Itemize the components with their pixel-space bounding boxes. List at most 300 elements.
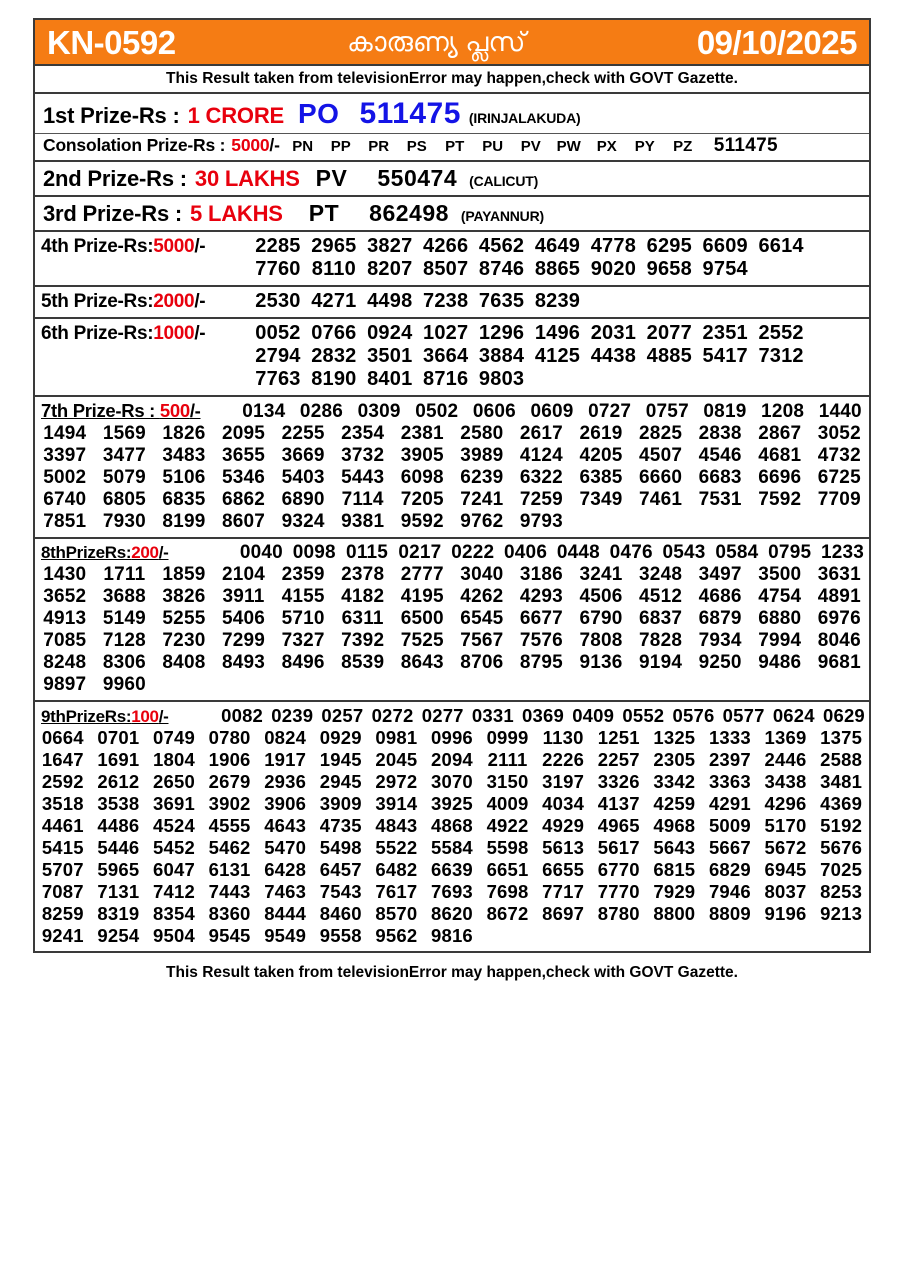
winning-number: 9681 [817,652,861,674]
winning-number: 3538 [97,793,140,815]
prize-block-4th [35,232,869,287]
winning-number: 3438 [764,771,807,793]
empty-cell [758,925,814,947]
winning-number: 2397 [708,749,751,771]
winning-number: 3397 [43,445,87,467]
winning-number: 3989 [460,445,504,467]
winning-number: 0576 [672,705,715,727]
winning-number: 5672 [764,837,807,859]
winning-number: 9241 [41,925,84,947]
winning-number: 7463 [264,881,307,903]
prize-number-row [35,837,869,859]
prize-row-2nd [35,162,869,197]
winning-number: 9658 [646,258,692,281]
winning-number: 5667 [708,837,751,859]
prize-number-row [35,489,869,511]
winning-number: 1804 [153,749,195,771]
winning-number: 8496 [281,652,325,674]
winning-number: 5598 [486,837,529,859]
winning-number: 0369 [522,705,564,727]
winning-number: 6862 [221,489,266,511]
winning-number: 0217 [398,542,442,564]
winning-number: 0277 [421,705,464,727]
winning-number: 7934 [698,630,742,652]
winning-number: 6835 [162,489,206,511]
winning-number: 4009 [486,793,529,815]
prize-6th-amount: 1000 [153,323,195,345]
winning-number: 0824 [264,727,307,749]
winning-number: 5403 [281,467,325,489]
winning-number: 6660 [639,467,683,489]
prize-4th-row [250,235,869,258]
prize-6th-label-pre: 6th Prize-Rs: [41,323,154,345]
winning-number: 7114 [341,489,384,511]
winning-number: 8809 [708,903,751,925]
winning-number: 3186 [519,564,563,586]
winning-number: 7131 [97,881,140,903]
prize-4th-row [250,258,869,281]
winning-number: 2580 [460,423,504,445]
empty-cell [753,258,809,281]
winning-number: 4296 [764,793,807,815]
winning-number: 2552 [758,322,804,345]
prize-6th-row [250,345,869,368]
prize-5th-label-post: /- [194,291,206,313]
winning-number: 2825 [639,423,683,445]
winning-number: 7443 [208,881,251,903]
winning-number: 6829 [708,859,751,881]
winning-number: 8493 [221,652,266,674]
winning-number: 4262 [460,586,504,608]
winning-number: 0664 [41,727,84,749]
winning-number: 6890 [281,489,325,511]
winning-number: 7087 [41,881,84,903]
winning-number: 0040 [239,542,283,564]
winning-number: 4968 [653,815,696,837]
winning-number: 7576 [519,630,563,652]
consolation-amount: 5000 [231,135,270,156]
winning-number: 3342 [653,771,696,793]
draw-date: 09/10/2025 [696,23,857,61]
prize-number-row [35,467,869,489]
winning-number: 0476 [609,542,653,564]
winning-number: 3914 [375,793,418,815]
winning-number: 2832 [311,345,357,368]
winning-number: 0309 [357,401,401,423]
empty-cell [750,511,810,533]
empty-cell [333,674,393,696]
winning-number: 0701 [97,727,140,749]
winning-number: 1296 [478,322,525,345]
empty-cell [214,674,274,696]
prize-number-row [35,652,869,674]
winning-number: 6880 [758,608,802,630]
winning-number: 7851 [43,511,87,533]
winning-number: 1027 [423,322,469,345]
prize-8th-label-pre: 8thPrizeRs: [41,543,132,563]
prize-1st-place: (IRINJALAKUDA) [468,110,581,127]
winning-number: 8239 [534,290,581,313]
winning-number: 8354 [153,903,195,925]
winning-number: 5170 [764,815,807,837]
winning-number: 9562 [375,925,418,947]
consolation-series-list [284,138,702,155]
winning-number: 4182 [341,586,385,608]
winning-number: 9213 [820,903,863,925]
prize-6th-label-post: /- [194,323,206,345]
winning-number: 0331 [471,705,514,727]
winning-number: 9545 [208,925,251,947]
prize-3rd-series: PT [308,200,340,227]
winning-number: 5613 [542,837,585,859]
prize-7th-label-post: /- [189,400,201,422]
winning-number: 6879 [698,608,742,630]
winning-number: 1208 [761,401,805,423]
consolation-series-item: PP [330,138,351,156]
winning-number: 8570 [375,903,418,925]
top-disclaimer: This Result taken from televisionError may happen,check with GOVT Gazette. [35,66,869,94]
winning-number: 3150 [486,771,529,793]
empty-cell [750,674,810,696]
winning-number: 2612 [97,771,140,793]
winning-number: 0924 [367,322,413,345]
winning-number: 0981 [375,727,418,749]
winning-number: 6655 [542,859,585,881]
winning-number: 7770 [597,881,640,903]
winning-number: 3241 [579,564,623,586]
winning-number: 5002 [43,467,87,489]
consolation-series-item: PX [596,138,617,156]
empty-cell [631,674,691,696]
winning-number: 6677 [519,608,563,630]
winning-number: 8259 [41,903,84,925]
winning-number: 0409 [572,705,615,727]
winning-number: 4686 [698,586,742,608]
winning-number: 6322 [519,467,563,489]
winning-number: 0286 [299,401,343,423]
winning-number: 6639 [430,859,473,881]
winning-number: 8248 [43,652,87,674]
winning-number: 6311 [341,608,384,630]
winning-number: 9486 [758,652,802,674]
winning-number: 1906 [208,749,251,771]
prize-9th-label-post: /- [158,707,169,727]
winning-number: 4507 [639,445,683,467]
winning-number: 3652 [43,586,87,608]
winning-number: 4461 [41,815,84,837]
winning-number: 0609 [530,401,574,423]
prize-8th-label [35,543,235,563]
winning-number: 3326 [597,771,640,793]
winning-number: 9558 [319,925,362,947]
winning-number: 9020 [590,258,637,281]
prize-9th-amount: 100 [131,707,159,727]
winning-number: 5106 [162,467,206,489]
winning-number: 5446 [97,837,140,859]
winning-number: 0795 [768,542,812,564]
winning-number: 5452 [153,837,195,859]
prize-4th-label-pre: 4th Prize-Rs: [41,236,154,258]
winning-number: 0624 [772,705,815,727]
empty-cell [571,511,631,533]
winning-number: 9803 [478,368,525,391]
winning-number: 7693 [430,881,473,903]
winning-number: 7349 [579,489,623,511]
winning-number: 1711 [103,564,146,586]
lottery-code: KN-0592 [47,23,176,61]
winning-number: 5617 [597,837,640,859]
winning-number: 4681 [758,445,802,467]
winning-number: 9254 [97,925,140,947]
winning-number: 8795 [519,652,563,674]
winning-number: 7994 [758,630,802,652]
prize-number-row [35,881,869,903]
empty-cell [452,674,512,696]
winning-number: 3481 [820,771,863,793]
winning-number: 2965 [311,235,357,258]
winning-number: 0257 [321,705,364,727]
prize-number-row [35,859,869,881]
winning-number: 4649 [534,235,581,258]
winning-number: 0115 [346,542,389,564]
winning-number: 5079 [102,467,146,489]
empty-cell [585,290,641,313]
winning-number: 5255 [162,608,206,630]
winning-number: 7025 [820,859,863,881]
empty-cell [392,674,452,696]
winning-number: 3518 [41,793,84,815]
winning-number: 2617 [519,423,563,445]
winning-number: 4929 [542,815,585,837]
empty-cell [813,925,869,947]
winning-number: 8800 [653,903,696,925]
empty-cell [154,674,214,696]
winning-number: 6725 [817,467,861,489]
winning-number: 4512 [639,586,683,608]
prize-2nd-number: 550474 [377,165,458,192]
prize-2nd-amount: 30 LAKHS [194,166,300,192]
winning-number: 6239 [460,467,504,489]
prize-number-row [35,793,869,815]
winning-number: 6131 [208,859,251,881]
winning-number: 5676 [820,837,863,859]
winning-number: 0757 [645,401,689,423]
winning-number: 5707 [41,859,84,881]
winning-number: 0239 [271,705,314,727]
winning-number: 3477 [102,445,146,467]
winning-number: 4562 [478,235,525,258]
prize-6th-row [250,322,869,345]
winning-number: 8408 [162,652,206,674]
winning-number: 6815 [653,859,696,881]
winning-number: 6945 [764,859,807,881]
winning-number: 6651 [486,859,529,881]
prize-number-row [35,749,869,771]
winning-number: 2359 [281,564,325,586]
winning-number: 2530 [255,290,301,313]
winning-number: 4754 [758,586,802,608]
empty-cell [585,368,641,391]
empty-cell [273,674,333,696]
winning-number: 7709 [817,489,861,511]
winning-number: 1325 [653,727,696,749]
empty-cell [810,511,870,533]
winning-number: 8401 [367,368,413,391]
empty-cell [641,290,697,313]
result-sheet [33,18,871,953]
prize-8th-amount: 200 [131,543,159,563]
winning-number: 7717 [542,881,585,903]
winning-number: 4891 [817,586,861,608]
winning-number: 0606 [472,401,516,423]
prize-number-row [35,445,869,467]
winning-number: 6457 [319,859,362,881]
prize-number-row [35,423,869,445]
consolation-series-item: PZ [673,138,693,156]
winning-number: 8037 [764,881,807,903]
winning-number: 5522 [375,837,418,859]
prize-7th-label-pre: 7th Prize-Rs : [41,400,160,422]
winning-number: 1375 [820,727,863,749]
winning-number: 2619 [579,423,623,445]
prize-5th-amount: 2000 [153,291,195,313]
winning-number: 1440 [818,401,862,423]
winning-number: 8306 [102,652,146,674]
winning-number: 5149 [102,608,146,630]
winning-number: 3070 [430,771,473,793]
winning-number: 0406 [504,542,548,564]
winning-number: 5462 [208,837,251,859]
winning-number: 2446 [764,749,807,771]
winning-number: 0929 [319,727,362,749]
winning-number: 7327 [281,630,325,652]
winning-number: 7698 [486,881,529,903]
winning-number: 7525 [400,630,444,652]
winning-number: 9762 [460,511,504,533]
winning-number: 9136 [579,652,623,674]
prize-3rd-label: 3rd Prize-Rs : [43,201,183,227]
winning-number: 5584 [430,837,473,859]
winning-number: 6740 [43,489,87,511]
winning-number: 1691 [97,749,140,771]
winning-number: 4524 [153,815,195,837]
winning-number: 7312 [758,345,804,368]
winning-number: 5346 [221,467,266,489]
winning-number: 1369 [764,727,807,749]
winning-number: 0749 [153,727,195,749]
winning-number: 0052 [255,322,301,345]
winning-number: 3483 [162,445,206,467]
winning-number: 7930 [102,511,146,533]
winning-number: 2226 [542,749,585,771]
winning-number: 8746 [478,258,525,281]
winning-number: 0577 [722,705,765,727]
winning-number: 3363 [708,771,751,793]
winning-number: 2972 [375,771,418,793]
prize-7th-amount: 500 [159,400,190,422]
empty-cell [810,674,870,696]
winning-number: 0552 [622,705,665,727]
winning-number: 3040 [460,564,504,586]
winning-number: 1430 [43,564,87,586]
empty-cell [512,674,572,696]
winning-number: 8444 [264,903,307,925]
prize-8th-rows [35,564,869,696]
winning-number: 4885 [646,345,692,368]
winning-number: 8607 [221,511,266,533]
empty-cell [690,674,750,696]
winning-number: 7763 [255,368,301,391]
winning-number: 7828 [639,630,683,652]
prize-block-6th [35,319,869,397]
winning-number: 5415 [41,837,84,859]
winning-number: 3902 [208,793,251,815]
winning-number: 3248 [639,564,683,586]
winning-number: 7592 [758,489,802,511]
prize-block-9th [35,702,869,951]
prize-number-row [35,903,869,925]
winning-number: 0082 [221,705,264,727]
winning-number: 9592 [400,511,444,533]
winning-number: 7259 [519,489,563,511]
winning-number: 2351 [702,322,748,345]
prize-2nd-series: PV [315,165,348,192]
winning-number: 9381 [341,511,385,533]
winning-number: 2650 [153,771,195,793]
prize-number-row [35,511,869,533]
prize-2nd-place: (CALICUT) [469,173,539,190]
winning-number: 6500 [400,608,444,630]
winning-number: 2285 [255,235,301,258]
winning-number: 6545 [460,608,504,630]
prize-5th-row [250,290,869,313]
prize-1st-amount: 1 CRORE [187,103,284,129]
winning-number: 0819 [703,401,747,423]
prize-6th-row [250,368,869,391]
winning-number: 0996 [430,727,473,749]
winning-number: 0272 [371,705,414,727]
prize-number-row [35,727,869,749]
winning-number: 2104 [221,564,266,586]
winning-number: 4293 [519,586,563,608]
winning-number: 9324 [281,511,325,533]
prize-9th-label [35,707,217,727]
winning-number: 8780 [597,903,640,925]
empty-cell [631,511,691,533]
winning-number: 3826 [162,586,206,608]
winning-number: 4125 [534,345,581,368]
winning-number: 4506 [579,586,623,608]
winning-number: 3500 [758,564,802,586]
winning-number: 9960 [102,674,146,696]
prize-4th-label [35,236,250,258]
winning-number: 0448 [556,542,600,564]
prize-9th-label-pre: 9thPrizeRs: [41,707,132,727]
winning-number: 8865 [534,258,581,281]
winning-number: 3688 [102,586,146,608]
winning-number: 4843 [375,815,418,837]
bottom-disclaimer: This Result taken from televisionError may happen,check with GOVT Gazette. [166,964,738,982]
winning-number: 2111 [487,749,528,771]
winning-number: 8620 [430,903,473,925]
prize-block-8th [35,539,869,702]
winning-number: 2305 [653,749,696,771]
winning-number: 5470 [264,837,307,859]
winning-number: 9196 [764,903,807,925]
winning-number: 0999 [486,727,529,749]
empty-cell [702,925,758,947]
winning-number: 0134 [242,401,286,423]
